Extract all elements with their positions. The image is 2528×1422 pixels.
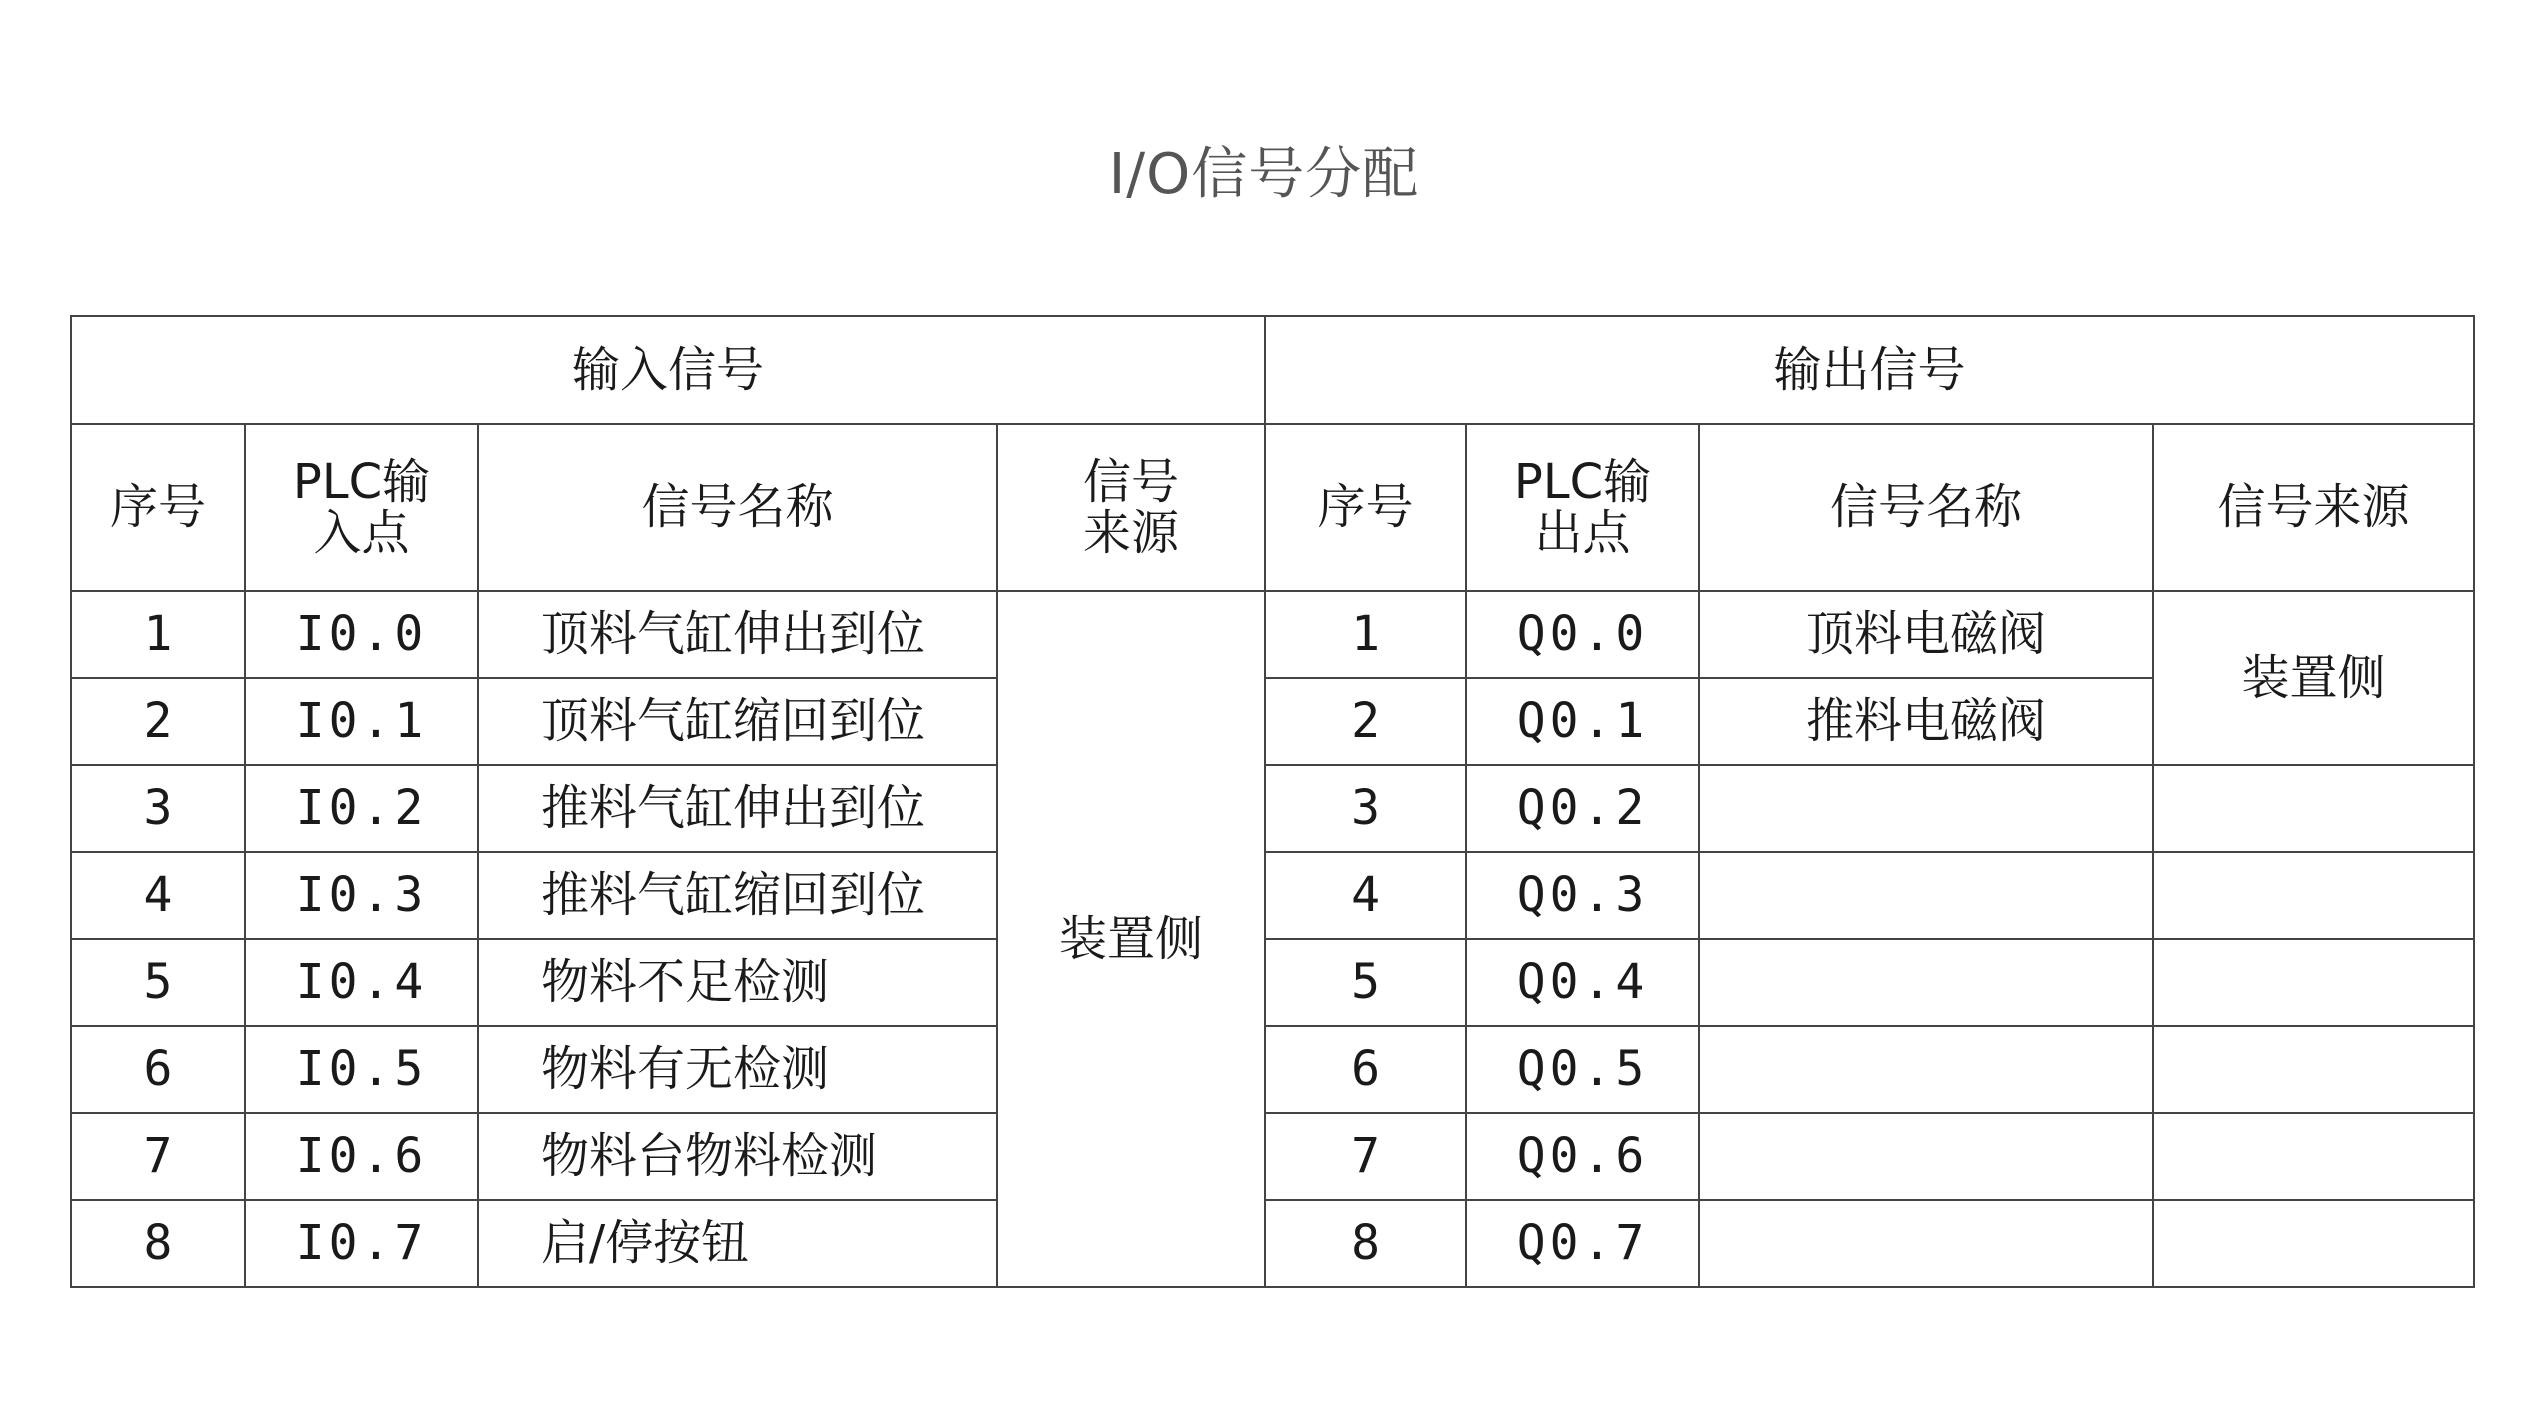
input-index-cell: 2	[71, 678, 245, 765]
output-group-header: 输出信号	[1265, 316, 2474, 424]
output-name-cell: 推料电磁阀	[1699, 678, 2153, 765]
output-plc-header-line2: 出点	[1534, 504, 1631, 561]
input-index-cell: 7	[71, 1113, 245, 1200]
input-name-cell: 顶料气缸缩回到位	[478, 678, 997, 765]
output-plc-header	[1466, 424, 1699, 591]
output-source-cell-empty	[2153, 1113, 2474, 1200]
io-signal-table	[70, 315, 2475, 1288]
output-source-cell: 装置侧	[2153, 591, 2474, 765]
output-address-cell: Q0.3	[1466, 852, 1699, 939]
input-index-cell: 8	[71, 1200, 245, 1287]
output-source-cell-empty	[2153, 939, 2474, 1026]
input-name-cell: 推料气缸伸出到位	[478, 765, 997, 852]
output-address-cell: Q0.2	[1466, 765, 1699, 852]
output-address-cell: Q0.4	[1466, 939, 1699, 1026]
input-name-cell: 物料有无检测	[478, 1026, 997, 1113]
output-name-cell	[1699, 852, 2153, 939]
output-source-header: 信号来源	[2153, 424, 2474, 591]
input-name-cell: 推料气缸缩回到位	[478, 852, 997, 939]
input-index-cell: 6	[71, 1026, 245, 1113]
table-row	[71, 678, 2474, 765]
output-source-cell-empty	[2153, 852, 2474, 939]
output-name-cell	[1699, 939, 2153, 1026]
table-row	[71, 591, 2474, 678]
group-header-row	[71, 316, 2474, 424]
input-plc-header-line1: PLC输	[292, 454, 431, 511]
input-address-cell: I0.2	[245, 765, 478, 852]
input-index-cell: 3	[71, 765, 245, 852]
input-name-cell: 启/停按钮	[478, 1200, 997, 1287]
output-index-cell: 1	[1265, 591, 1466, 678]
output-index-cell: 7	[1265, 1113, 1466, 1200]
input-plc-header	[245, 424, 478, 591]
output-name-cell	[1699, 1200, 2153, 1287]
input-group-header: 输入信号	[71, 316, 1265, 424]
output-index-cell: 4	[1265, 852, 1466, 939]
table-row	[71, 1026, 2474, 1113]
input-name-cell: 物料不足检测	[478, 939, 997, 1026]
output-source-cell-empty	[2153, 765, 2474, 852]
input-address-cell: I0.6	[245, 1113, 478, 1200]
output-index-cell: 8	[1265, 1200, 1466, 1287]
input-name-header: 信号名称	[478, 424, 997, 591]
output-name-cell: 顶料电磁阀	[1699, 591, 2153, 678]
output-index-cell: 2	[1265, 678, 1466, 765]
output-index-header: 序号	[1265, 424, 1466, 591]
output-address-cell: Q0.7	[1466, 1200, 1699, 1287]
output-address-cell: Q0.1	[1466, 678, 1699, 765]
output-source-cell-empty	[2153, 1026, 2474, 1113]
column-header-row	[71, 424, 2474, 591]
output-index-cell: 6	[1265, 1026, 1466, 1113]
input-source-header-line1: 信号	[1083, 454, 1180, 511]
output-address-cell: Q0.0	[1466, 591, 1699, 678]
input-source-header-line2: 来源	[1083, 504, 1180, 561]
table-row	[71, 765, 2474, 852]
input-address-cell: I0.3	[245, 852, 478, 939]
page-title: I/O信号分配	[1108, 142, 1420, 207]
table-row	[71, 939, 2474, 1026]
input-address-cell: I0.4	[245, 939, 478, 1026]
input-address-cell: I0.5	[245, 1026, 478, 1113]
output-name-cell	[1699, 765, 2153, 852]
input-name-cell: 物料台物料检测	[478, 1113, 997, 1200]
input-address-cell: I0.7	[245, 1200, 478, 1287]
input-index-header: 序号	[71, 424, 245, 591]
input-index-cell: 4	[71, 852, 245, 939]
output-index-cell: 3	[1265, 765, 1466, 852]
output-plc-header-line1: PLC输	[1513, 454, 1652, 511]
input-index-cell: 5	[71, 939, 245, 1026]
table-row	[71, 1200, 2474, 1287]
input-address-cell: I0.0	[245, 591, 478, 678]
output-address-cell: Q0.6	[1466, 1113, 1699, 1200]
output-name-header: 信号名称	[1699, 424, 2153, 591]
input-index-cell: 1	[71, 591, 245, 678]
input-address-cell: I0.1	[245, 678, 478, 765]
output-source-cell-empty	[2153, 1200, 2474, 1287]
table-row	[71, 1113, 2474, 1200]
output-address-cell: Q0.5	[1466, 1026, 1699, 1113]
input-source-cell: 装置侧	[997, 591, 1265, 1287]
input-name-cell: 顶料气缸伸出到位	[478, 591, 997, 678]
input-source-header	[997, 424, 1265, 591]
output-index-cell: 5	[1265, 939, 1466, 1026]
table-row	[71, 852, 2474, 939]
input-plc-header-line2: 入点	[313, 504, 410, 561]
output-name-cell	[1699, 1026, 2153, 1113]
output-name-cell	[1699, 1113, 2153, 1200]
